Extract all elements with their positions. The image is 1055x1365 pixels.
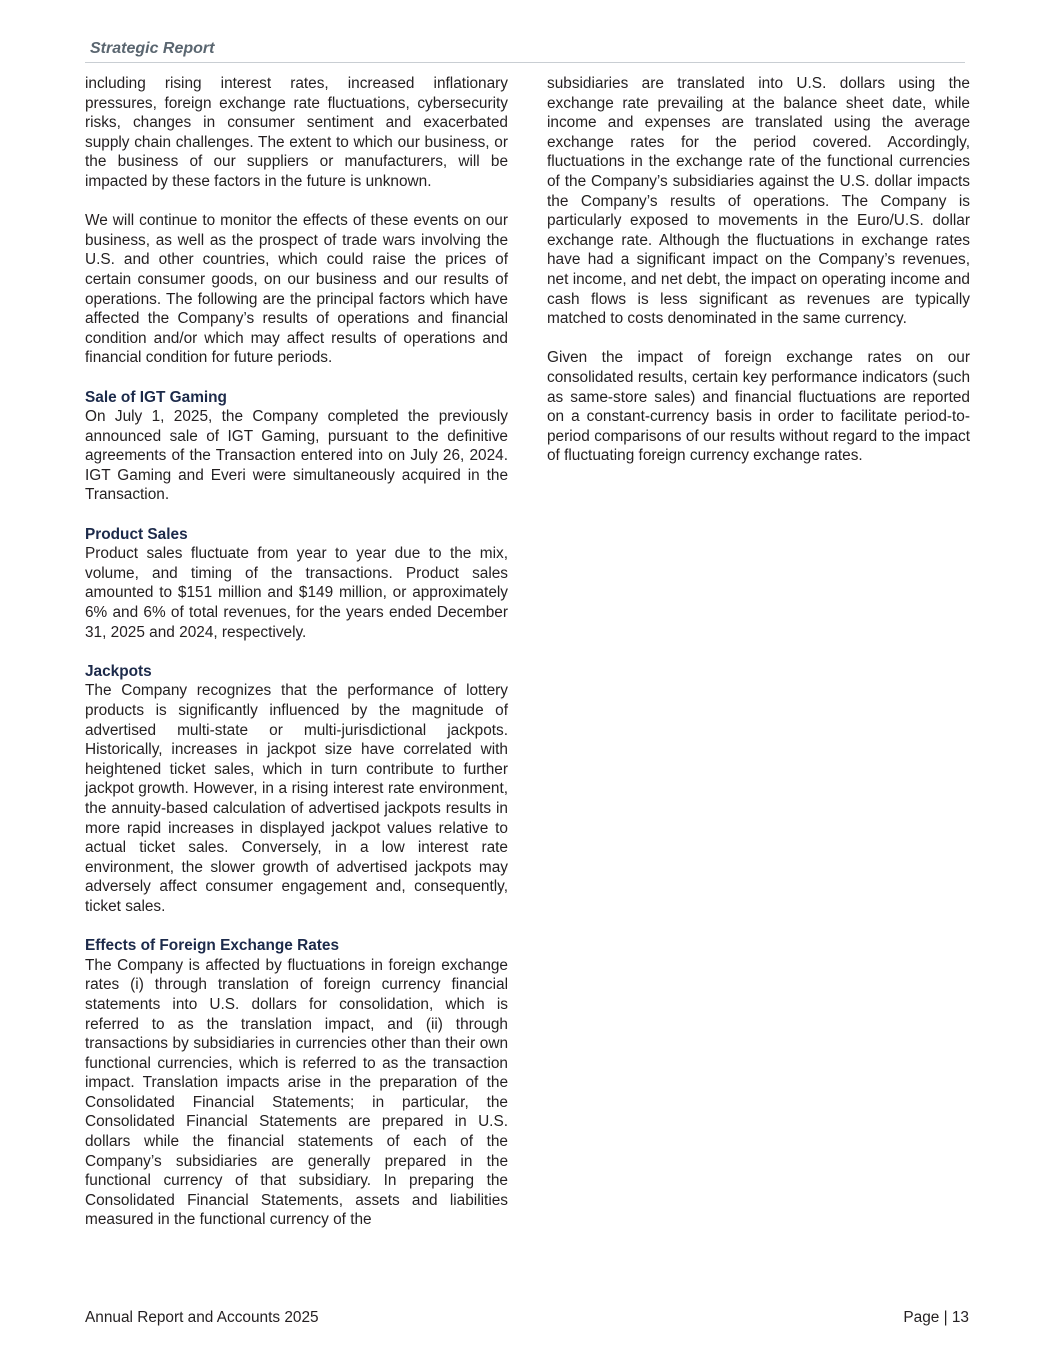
product-sales-heading: Product Sales [85, 525, 188, 543]
section-header: Strategic Report [90, 40, 215, 57]
header-divider [85, 62, 965, 63]
sale-of-igt-gaming-paragraph: On July 1, 2025, the Company completed the previously announced sale of IGT Gaming, pursuant to the definitive agreements of the Transaction entered into on July 26, 2024. IGT Gaming and Everi were simultaneously acquired in the Transaction. [85, 408, 508, 504]
right-column [547, 74, 970, 485]
product-sales-paragraph: Product sales fluctuate from year to year due to the mix, volume, and timing of the transactions. Product sales amounted to $151 million and $149 million, or approximately 6% and 6% of total revenues, for the years ended December 31, 2025 and 2024, respectively. [85, 545, 508, 641]
foreign-exchange-heading: Effects of Foreign Exchange Rates [85, 937, 340, 955]
constant-currency-paragraph: Given the impact of foreign exchange rates on our consolidated results, certain key performance indicators (such as same-store sales) and financial fluctuations are reported on a constant-currency basis in order to facilitate period-to-period comparisons of our results without regard to the impact of fluctuating foreign currency exchange rates. [547, 349, 970, 465]
intro-paragraph: including rising interest rates, increased inflationary pressures, foreign exchange rate fluctuations, cybersecurity risks, changes in consumer sentiment and exacerbated supply chain challenges. The extent to which our business, or the business of our suppliers or manufacturers, will be impacted by these factors in the future is unknown. [85, 75, 508, 190]
jackpots-heading: Jackpots [85, 662, 152, 680]
sale-of-igt-gaming-heading: Sale of IGT Gaming [85, 388, 227, 406]
footer-page-number: Page | 13 [903, 1309, 969, 1326]
jackpots-paragraph: The Company recognizes that the performance of lottery products is significantly influenced by the magnitude of advertised multi-state or multi-jurisdictional jackpots. Historically, increases in jackpot size have correlated with heightened ticket sales, which in turn contribute to further jackpot growth. However, in a rising interest rate environment, the annuity-based calculation of advertised jackpots results in more rapid increases in displayed jackpot values relative to actual ticket sales. Conversely, in a low interest rate environment, the slower growth of advertised jackpots may adversely affect consumer engagement and, consequently, ticket sales. [85, 682, 508, 915]
footer-report-name: Annual Report and Accounts 2025 [85, 1309, 319, 1326]
foreign-exchange-paragraph: The Company is affected by fluctuations in foreign exchange rates (i) through translation of foreign currency financial statements into U.S. dollars for consolidation, which is referred to as the translation impact, and (ii) through transactions by subsidiaries in currencies other than their own functional currencies, which is referred to as the transaction impact. Translation impacts arise in the preparation of the Consolidated Financial Statements; in particular, the Consolidated Financial Statements are prepared in U.S. dollars while the financial statements of each of the Company’s subsidiaries are generally prepared in the functional currency of that subsidiary. In preparing the Consolidated Financial Statements, assets and liabilities measured in the functional currency of the [85, 956, 508, 1229]
left-column [85, 74, 508, 1250]
monitor-paragraph: We will continue to monitor the effects of these events on our business, as well as the prospect of trade wars involving the U.S. and other countries, which could raise the prices of certain consumer goods, on our business and our results of operations. The following are the principal factors which have affected the Company’s results of operations and financial condition and/or which may affect results of operations and financial condition for future periods. [85, 212, 508, 367]
foreign-exchange-continued-paragraph: subsidiaries are translated into U.S. dollars using the exchange rate prevailing at the balance sheet date, while income and expenses are translated using the average exchange rates for the period covered. Accordingly, fluctuations in the exchange rate of the functional currencies of the Company’s subsidiaries against the U.S. dollar impacts the Company’s results of operations. The Company is particularly exposed to movements in the Euro/U.S. dollar exchange rate. Although the fluctuations in exchange rates have had a significant impact on the Company’s revenues, net income, and net debt, the impact on operating income and cash flows is less significant as revenues are typically matched to costs denominated in the same currency. [547, 75, 970, 328]
